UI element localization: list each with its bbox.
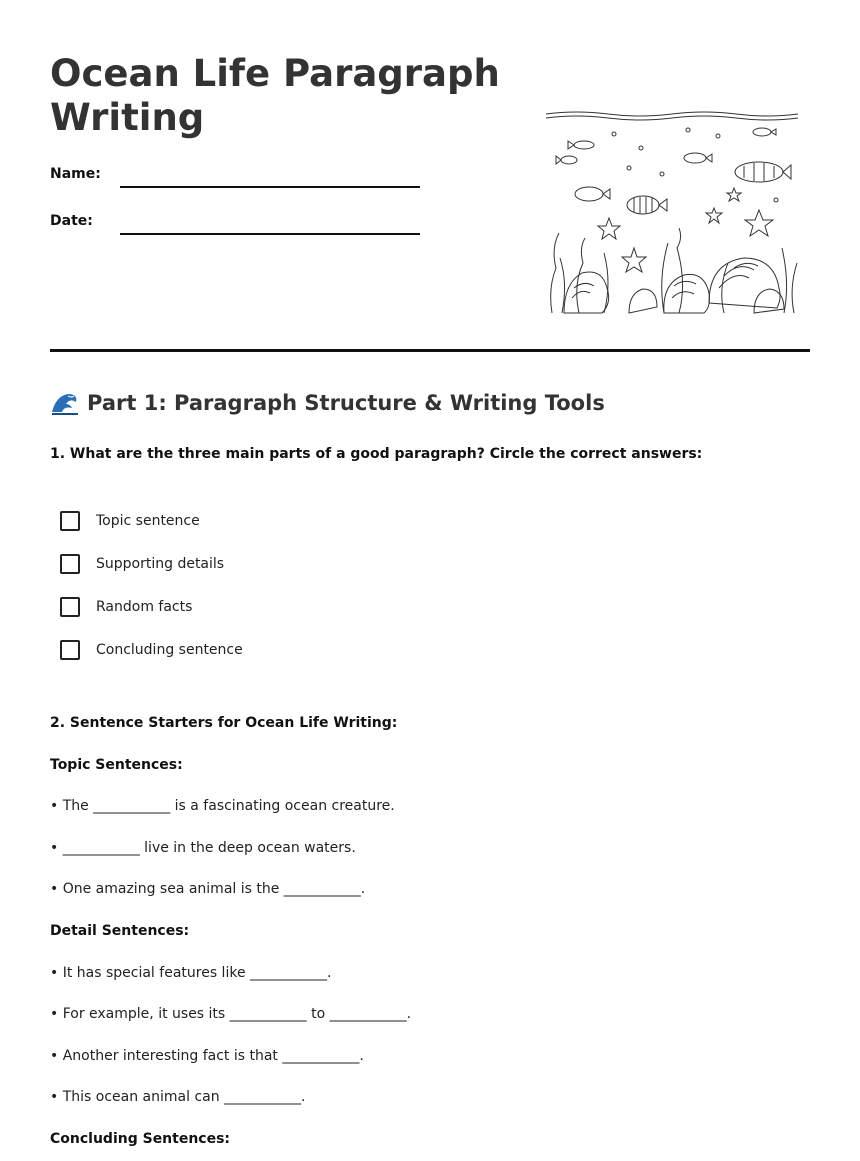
question-2: 2. Sentence Starters for Ocean Life Writing: — [50, 715, 398, 731]
option-label: Supporting details — [96, 556, 225, 572]
detail-sentence-starter: • For example, it uses its ___________ to ___________. — [50, 1006, 412, 1022]
option-random-facts[interactable] — [60, 597, 192, 617]
section-title-text: Part 1: Paragraph Structure & Writing Tools — [87, 391, 605, 415]
header-divider — [50, 349, 810, 352]
detail-sentence-starter: • It has special features like ___________. — [50, 965, 332, 981]
starfish-icon — [598, 188, 773, 272]
topic-sentence-starter: • One amazing sea animal is the ___________. — [50, 881, 366, 897]
date-field — [50, 213, 420, 229]
detail-sentences-heading: Detail Sentences: — [50, 923, 190, 939]
topic-sentence-starter: • The ___________ is a fascinating ocean creature. — [50, 798, 395, 814]
detail-sentence-starter: • This ocean animal can ___________. — [50, 1089, 306, 1105]
name-label: Name: — [50, 166, 101, 182]
topic-sentence-starter: • ___________ live in the deep ocean waters. — [50, 840, 356, 856]
date-label: Date: — [50, 213, 93, 229]
option-label: Random facts — [96, 599, 193, 615]
page-title: Ocean Life Paragraph Writing — [50, 52, 500, 139]
date-line[interactable] — [120, 233, 420, 235]
concluding-sentences-heading: Concluding Sentences: — [50, 1131, 231, 1147]
option-label: Topic sentence — [96, 513, 200, 529]
question-1: 1. What are the three main parts of a good paragraph? Circle the correct answers: — [50, 446, 703, 462]
fish-icon — [556, 128, 791, 214]
coral-icon — [564, 258, 784, 313]
name-line[interactable] — [120, 186, 420, 188]
checkbox[interactable] — [60, 511, 80, 531]
option-concluding-sentence[interactable] — [60, 640, 243, 660]
seaweed-icon — [551, 228, 797, 313]
option-topic-sentence[interactable] — [60, 511, 200, 531]
ocean-scene-illustration — [544, 108, 800, 318]
checkbox[interactable] — [60, 640, 80, 660]
section-title-part1 — [50, 390, 605, 416]
name-field — [50, 166, 420, 182]
checkbox[interactable] — [60, 597, 80, 617]
wave-icon — [50, 390, 80, 416]
topic-sentences-heading: Topic Sentences: — [50, 757, 183, 773]
option-label: Concluding sentence — [96, 642, 243, 658]
detail-sentence-starter: • Another interesting fact is that ___________. — [50, 1048, 364, 1064]
option-supporting-details[interactable] — [60, 554, 224, 574]
checkbox[interactable] — [60, 554, 80, 574]
